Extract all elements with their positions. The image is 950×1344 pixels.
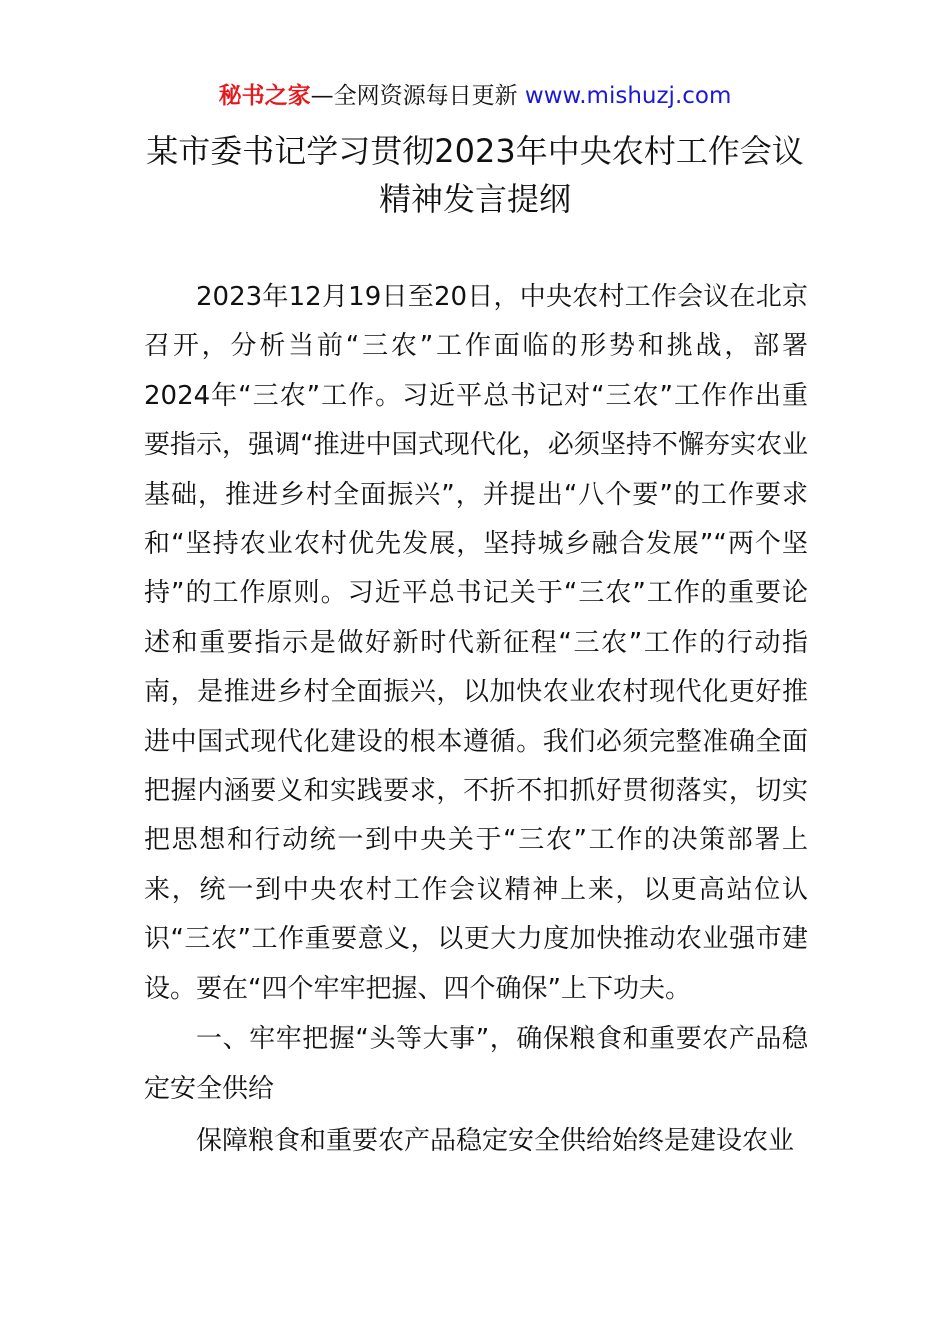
banner-tagline: —全网资源每日更新 [310, 83, 525, 109]
brand-name: 秘书之家 [218, 83, 311, 109]
title-line-1: 某市委书记学习贯彻2023年中央农村工作会议 [146, 132, 804, 170]
website-link[interactable]: www.mishuzj.com [524, 83, 732, 109]
title-line-2: 精神发言提纲 [378, 180, 571, 218]
document-body [144, 273, 808, 1166]
header-banner [0, 80, 950, 112]
section-heading: 一、牢牢把握“头等大事”，确保粮食和重要农产品稳定安全供给 [144, 1024, 808, 1104]
intro-paragraph: 2023年12月19日至20日，中央农村工作会议在北京召开，分析当前“三农”工作面临的形势和挑战，部署2024年“三农”工作。习近平总书记对“三农”工作作出重要指示，强调“推进中国式现代化，必须坚持不懈夯实农业基础，推进乡村全面振兴”，并提出“八个要”的工作要求和“坚持农业农村优先发展，坚持城乡融合发展”“两个坚持”的工作原则。习近平总书记关于“三农”工作的重要论述和重要指示是做好新时代新征程“三农”工作的行动指南，是推进乡村全面振兴，以加快农业农村现代化更好推进中国式现代化建设的根本遵循。我们必须完整准确全面把握内涵要义和实践要求，不折不扣抓好贯彻落实，切实把思想和行动统一到中央关于“三农”工作的决策部署上来，统一到中央农村工作会议精神上来，以更高站位认识“三农”工作重要意义，以更大力度加快推动农业强市建设。要在“四个牢牢把握、四个确保”上下功夫。 [144, 282, 808, 1004]
body-paragraph: 保障粮食和重要农产品稳定安全供给始终是建设农业 [196, 1125, 795, 1156]
document-title [90, 127, 860, 223]
